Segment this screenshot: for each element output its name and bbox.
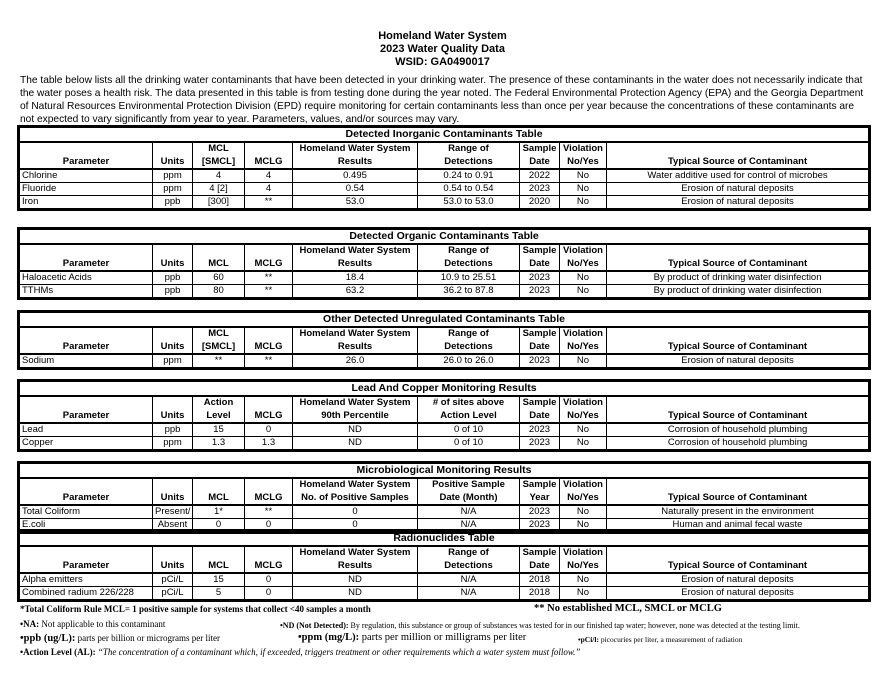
header-mcl: MCL [193, 559, 245, 573]
cell-mcl: 5 [193, 586, 245, 599]
ppm-term: •ppm (mg/L): [298, 632, 360, 643]
cell-parameter: Iron [20, 195, 153, 208]
cell-detections: 0 of 10 [418, 423, 520, 437]
cell-date: 2023 [520, 354, 560, 368]
cell-units: ppm [153, 169, 193, 183]
cell-detections: 26.0 to 26.0 [418, 354, 520, 368]
header-mclg [245, 396, 293, 409]
cell-violation: No [560, 423, 607, 437]
header-detections: Range of [418, 546, 520, 559]
cell-mclg: ** [245, 505, 293, 519]
header-date: Date [520, 340, 560, 354]
cell-date: 2023 [520, 423, 560, 437]
cell-results: 53.0 [293, 195, 418, 208]
cell-violation: No [560, 505, 607, 519]
cell-source: By product of drinking water disinfection [607, 284, 869, 297]
header-mclg [245, 142, 293, 155]
header-source: Typical Source of Contaminant [607, 340, 869, 354]
header-date: Date [520, 155, 560, 169]
cell-mclg: 0 [245, 423, 293, 437]
header-source: Typical Source of Contaminant [607, 257, 869, 271]
header-results: Results [293, 559, 418, 573]
cell-source: Erosion of natural deposits [607, 195, 869, 208]
table-title: Microbiological Monitoring Results [20, 464, 869, 478]
header-mcl: MCL [193, 142, 245, 155]
header-mclg [245, 478, 293, 491]
ppm-definition [298, 632, 526, 643]
cell-mclg: 0 [245, 573, 293, 587]
header-mclg: MCLG [245, 409, 293, 423]
header-results: Homeland Water System [293, 244, 418, 257]
cell-date: 2023 [520, 505, 560, 519]
radio-table [19, 531, 869, 600]
cell-violation: No [560, 271, 607, 285]
header-detections: Detections [418, 155, 520, 169]
cell-units: ppb [153, 271, 193, 285]
header-parameter [20, 142, 153, 155]
cell-date: 2018 [520, 586, 560, 599]
cell-mclg: ** [245, 354, 293, 368]
cell-date: 2023 [520, 436, 560, 449]
cell-source: Naturally present in the environment [607, 505, 869, 519]
header-parameter: Parameter [20, 257, 153, 271]
header-units: Units [153, 340, 193, 354]
header-date: Sample [520, 396, 560, 409]
cell-source: Erosion of natural deposits [607, 354, 869, 368]
cell-mclg: 1.3 [245, 436, 293, 449]
coliform-rule-text: *Total Coliform Rule MCL= 1 positive sample for systems that collect <40 samples a month [20, 604, 371, 614]
header-source: Typical Source of Contaminant [607, 491, 869, 505]
table-row [20, 271, 869, 285]
cell-parameter: Fluoride [20, 182, 153, 195]
cell-violation: No [560, 518, 607, 531]
header-parameter [20, 396, 153, 409]
table-row [20, 354, 869, 368]
cell-mcl: 1.3 [193, 436, 245, 449]
ppm-text: parts per million or milligrams per liter [359, 632, 527, 643]
cell-detections: N/A [418, 518, 520, 531]
header-source: Typical Source of Contaminant [607, 559, 869, 573]
cell-source: Erosion of natural deposits [607, 586, 869, 599]
cell-date: 2020 [520, 195, 560, 208]
header-results: Results [293, 340, 418, 354]
cell-detections: 0 of 10 [418, 436, 520, 449]
cell-units: ppm [153, 182, 193, 195]
header-units [153, 142, 193, 155]
cell-detections: 36.2 to 87.8 [418, 284, 520, 297]
header-date: Sample [520, 546, 560, 559]
coliform-rule-note [20, 604, 371, 615]
header-detections: Range of [418, 327, 520, 340]
table-row [20, 169, 869, 183]
table-header-row [20, 396, 869, 409]
cell-date: 2023 [520, 284, 560, 297]
table-title: Radionuclides Table [20, 532, 869, 546]
header-results: 90th Percentile [293, 409, 418, 423]
cell-results: 63.2 [293, 284, 418, 297]
header-violation: Violation [560, 478, 607, 491]
cell-mclg: 4 [245, 169, 293, 183]
header-date: Sample [520, 327, 560, 340]
cell-mclg: 4 [245, 182, 293, 195]
header-detections: # of sites above [418, 396, 520, 409]
al-text: “The concentration of a contaminant which, if exceeded, triggers treatment or other requirements which a water system must follow.” [95, 647, 581, 657]
cell-violation: No [560, 169, 607, 183]
cell-units: pCi/L [153, 586, 193, 599]
header-date: Date [520, 257, 560, 271]
cell-mclg: ** [245, 271, 293, 285]
cell-parameter: Alpha emitters [20, 573, 153, 587]
header-results: Homeland Water System [293, 327, 418, 340]
cell-mcl: 0 [193, 518, 245, 531]
cell-detections: 53.0 to 53.0 [418, 195, 520, 208]
cell-units: Absent [153, 518, 193, 531]
no-established-text: ** No established MCL, SMCL or MCLG [534, 603, 722, 614]
cell-date: 2023 [520, 271, 560, 285]
cell-units: Present/ [153, 505, 193, 519]
cell-units: ppm [153, 354, 193, 368]
cell-violation: No [560, 182, 607, 195]
nd-term: •ND (Not Detected): [280, 621, 349, 630]
cell-results: 26.0 [293, 354, 418, 368]
header-units: Units [153, 257, 193, 271]
micro-table [19, 463, 869, 532]
header-results: Results [293, 155, 418, 169]
header-date: Year [520, 491, 560, 505]
table-row [20, 573, 869, 587]
cell-results: 0 [293, 518, 418, 531]
header-parameter: Parameter [20, 409, 153, 423]
na-term: •NA: [20, 619, 40, 629]
header-date: Date [520, 409, 560, 423]
header-mcl [193, 244, 245, 257]
header-units [153, 546, 193, 559]
unregulated-table [19, 312, 869, 368]
cell-source: Corrosion of household plumbing [607, 423, 869, 437]
cell-mcl: 60 [193, 271, 245, 285]
header-date: Date [520, 559, 560, 573]
header-results: Homeland Water System [293, 396, 418, 409]
table-header-row [20, 409, 869, 423]
na-text: Not applicable to this contaminant [39, 619, 166, 629]
header-mclg: MCLG [245, 559, 293, 573]
header-detections: Range of [418, 244, 520, 257]
cell-mcl: [300] [193, 195, 245, 208]
header-units: Units [153, 559, 193, 573]
table-row [20, 284, 869, 297]
header-source: Typical Source of Contaminant [607, 155, 869, 169]
header-units [153, 396, 193, 409]
header-detections: Range of [418, 142, 520, 155]
cell-mcl: 80 [193, 284, 245, 297]
cell-violation: No [560, 573, 607, 587]
cell-detections: 0.24 to 0.91 [418, 169, 520, 183]
cell-source: By product of drinking water disinfection [607, 271, 869, 285]
report-header [0, 30, 885, 69]
organic-table [19, 229, 869, 298]
header-mcl: [SMCL] [193, 155, 245, 169]
header-detections: Positive Sample [418, 478, 520, 491]
header-source: Typical Source of Contaminant [607, 409, 869, 423]
header-parameter: Parameter [20, 559, 153, 573]
table-title: Detected Organic Contaminants Table [20, 230, 869, 244]
cell-violation: No [560, 354, 607, 368]
header-mclg [245, 244, 293, 257]
header-source [607, 142, 869, 155]
cell-mclg: 0 [245, 586, 293, 599]
cell-detections: N/A [418, 573, 520, 587]
header-mcl: [SMCL] [193, 340, 245, 354]
header-violation: Violation [560, 546, 607, 559]
wsid: WSID: GA0490017 [395, 56, 490, 68]
header-violation: No/Yes [560, 409, 607, 423]
header-mclg: MCLG [245, 155, 293, 169]
header-units [153, 327, 193, 340]
al-term: •Action Level (AL): [20, 647, 96, 657]
cell-units: ppb [153, 423, 193, 437]
intro-paragraph: The table below lists all the drinking water contaminants that have been detected in your drinking water. The presence of these contaminants in the water does not necessarily indicate that the water poses a health risk. The data presented in this table is from testing done during the year noted. The Federal Environmental Protection Agency (EPA) and the Georgia Department of Natural Resources Environmental Protection Division (EPD) require monitoring for certain contaminants less than once per year because the concentrations of these contaminants are not expected to vary significantly from year to year. Parameters, values, and/or sources may vary. [20, 75, 864, 125]
cell-parameter: E.coli [20, 518, 153, 531]
header-parameter: Parameter [20, 491, 153, 505]
header-date: Sample [520, 244, 560, 257]
header-mclg: MCLG [245, 491, 293, 505]
cell-date: 2022 [520, 169, 560, 183]
inorganic-table [19, 127, 869, 209]
cell-source: Erosion of natural deposits [607, 573, 869, 587]
header-parameter [20, 478, 153, 491]
cell-mcl: 4 [193, 169, 245, 183]
na-definition [20, 619, 165, 630]
table-header-row [20, 244, 869, 257]
header-mcl [193, 546, 245, 559]
table-header-row [20, 478, 869, 491]
cell-violation: No [560, 436, 607, 449]
cell-parameter: Total Coliform [20, 505, 153, 519]
cell-results: ND [293, 423, 418, 437]
header-detections: Detections [418, 257, 520, 271]
table-row [20, 423, 869, 437]
header-violation: Violation [560, 396, 607, 409]
report-year-title: 2023 Water Quality Data [380, 43, 505, 55]
header-mcl: MCL [193, 491, 245, 505]
cell-source: Human and animal fecal waste [607, 518, 869, 531]
nd-definition [280, 620, 800, 631]
header-mclg: MCLG [245, 257, 293, 271]
cell-source: Water additive used for control of microbes [607, 169, 869, 183]
header-results: No. of Positive Samples [293, 491, 418, 505]
header-violation: No/Yes [560, 559, 607, 573]
header-units: Units [153, 491, 193, 505]
cell-results: 18.4 [293, 271, 418, 285]
cell-detections: 10.9 to 25.51 [418, 271, 520, 285]
table-header-row [20, 155, 869, 169]
leadcopper-table [19, 381, 869, 450]
cell-results: 0.54 [293, 182, 418, 195]
cell-date: 2023 [520, 182, 560, 195]
system-name: Homeland Water System [378, 30, 507, 42]
header-results: Homeland Water System [293, 546, 418, 559]
cell-parameter: Sodium [20, 354, 153, 368]
header-date: Sample [520, 142, 560, 155]
header-mclg [245, 546, 293, 559]
cell-units: pCi/L [153, 573, 193, 587]
cell-parameter: Chlorine [20, 169, 153, 183]
header-mcl: Action [193, 396, 245, 409]
header-parameter [20, 546, 153, 559]
table-header-row [20, 257, 869, 271]
table-header-row [20, 559, 869, 573]
cell-parameter: Haloacetic Acids [20, 271, 153, 285]
table-header-row [20, 340, 869, 354]
header-units: Units [153, 409, 193, 423]
cell-violation: No [560, 586, 607, 599]
no-established-note [534, 603, 722, 614]
header-source [607, 478, 869, 491]
pci-text: picocuries per liter, a measurement of radiation [598, 635, 743, 644]
header-detections: Detections [418, 559, 520, 573]
header-results: Results [293, 257, 418, 271]
pci-term: •pCi/l: [578, 635, 599, 644]
header-source [607, 396, 869, 409]
header-mclg: MCLG [245, 340, 293, 354]
cell-mcl: ** [193, 354, 245, 368]
header-mclg [245, 327, 293, 340]
table-header-row [20, 327, 869, 340]
table-title: Other Detected Unregulated Contaminants Table [20, 313, 869, 327]
cell-detections: N/A [418, 586, 520, 599]
cell-parameter: Lead [20, 423, 153, 437]
table-title: Lead And Copper Monitoring Results [20, 382, 869, 396]
header-results: Homeland Water System [293, 142, 418, 155]
cell-mcl: 15 [193, 423, 245, 437]
cell-units: ppb [153, 195, 193, 208]
header-violation: Violation [560, 244, 607, 257]
header-results: Homeland Water System [293, 478, 418, 491]
cell-source: Erosion of natural deposits [607, 182, 869, 195]
header-mcl: Level [193, 409, 245, 423]
cell-detections: N/A [418, 505, 520, 519]
cell-mclg: ** [245, 284, 293, 297]
header-source [607, 244, 869, 257]
action-level-definition [20, 647, 580, 658]
header-violation: Violation [560, 142, 607, 155]
table-row [20, 505, 869, 519]
cell-parameter: Combined radium 226/228 [20, 586, 153, 599]
header-source [607, 546, 869, 559]
cell-mclg: ** [245, 195, 293, 208]
cell-violation: No [560, 284, 607, 297]
header-parameter [20, 327, 153, 340]
ppb-term: •ppb (ug/L): [20, 633, 76, 644]
cell-results: 0 [293, 505, 418, 519]
cell-mcl: 15 [193, 573, 245, 587]
header-mcl: MCL [193, 257, 245, 271]
header-source [607, 327, 869, 340]
cell-date: 2023 [520, 518, 560, 531]
ppb-definition [20, 633, 220, 644]
cell-results: ND [293, 586, 418, 599]
nd-text: By regulation, this substance or group of substances was tested for in our finished tap water; however, none was detected at the testing limit. [348, 621, 800, 630]
table-row [20, 586, 869, 599]
header-violation: Violation [560, 327, 607, 340]
header-violation: No/Yes [560, 155, 607, 169]
header-units: Units [153, 155, 193, 169]
table-row [20, 436, 869, 449]
table-header-row [20, 546, 869, 559]
cell-date: 2018 [520, 573, 560, 587]
header-violation: No/Yes [560, 340, 607, 354]
header-detections: Date (Month) [418, 491, 520, 505]
header-parameter: Parameter [20, 155, 153, 169]
header-detections: Detections [418, 340, 520, 354]
header-parameter [20, 244, 153, 257]
cell-results: 0.495 [293, 169, 418, 183]
cell-parameter: Copper [20, 436, 153, 449]
header-units [153, 478, 193, 491]
table-title: Detected Inorganic Contaminants Table [20, 128, 869, 142]
header-violation: No/Yes [560, 491, 607, 505]
cell-violation: No [560, 195, 607, 208]
cell-results: ND [293, 573, 418, 587]
cell-units: ppm [153, 436, 193, 449]
header-violation: No/Yes [560, 257, 607, 271]
header-mcl [193, 478, 245, 491]
header-date: Sample [520, 478, 560, 491]
ppb-text: parts per billion or micrograms per liter [75, 633, 221, 643]
cell-source: Corrosion of household plumbing [607, 436, 869, 449]
table-row [20, 518, 869, 531]
pci-definition [578, 634, 742, 645]
cell-detections: 0.54 to 0.54 [418, 182, 520, 195]
header-units [153, 244, 193, 257]
cell-units: ppb [153, 284, 193, 297]
header-parameter: Parameter [20, 340, 153, 354]
table-header-row [20, 142, 869, 155]
header-detections: Action Level [418, 409, 520, 423]
cell-results: ND [293, 436, 418, 449]
table-header-row [20, 491, 869, 505]
cell-mcl: 1* [193, 505, 245, 519]
table-row [20, 195, 869, 208]
cell-mcl: 4 [2] [193, 182, 245, 195]
table-row [20, 182, 869, 195]
cell-parameter: TTHMs [20, 284, 153, 297]
header-mcl: MCL [193, 327, 245, 340]
cell-mclg: 0 [245, 518, 293, 531]
